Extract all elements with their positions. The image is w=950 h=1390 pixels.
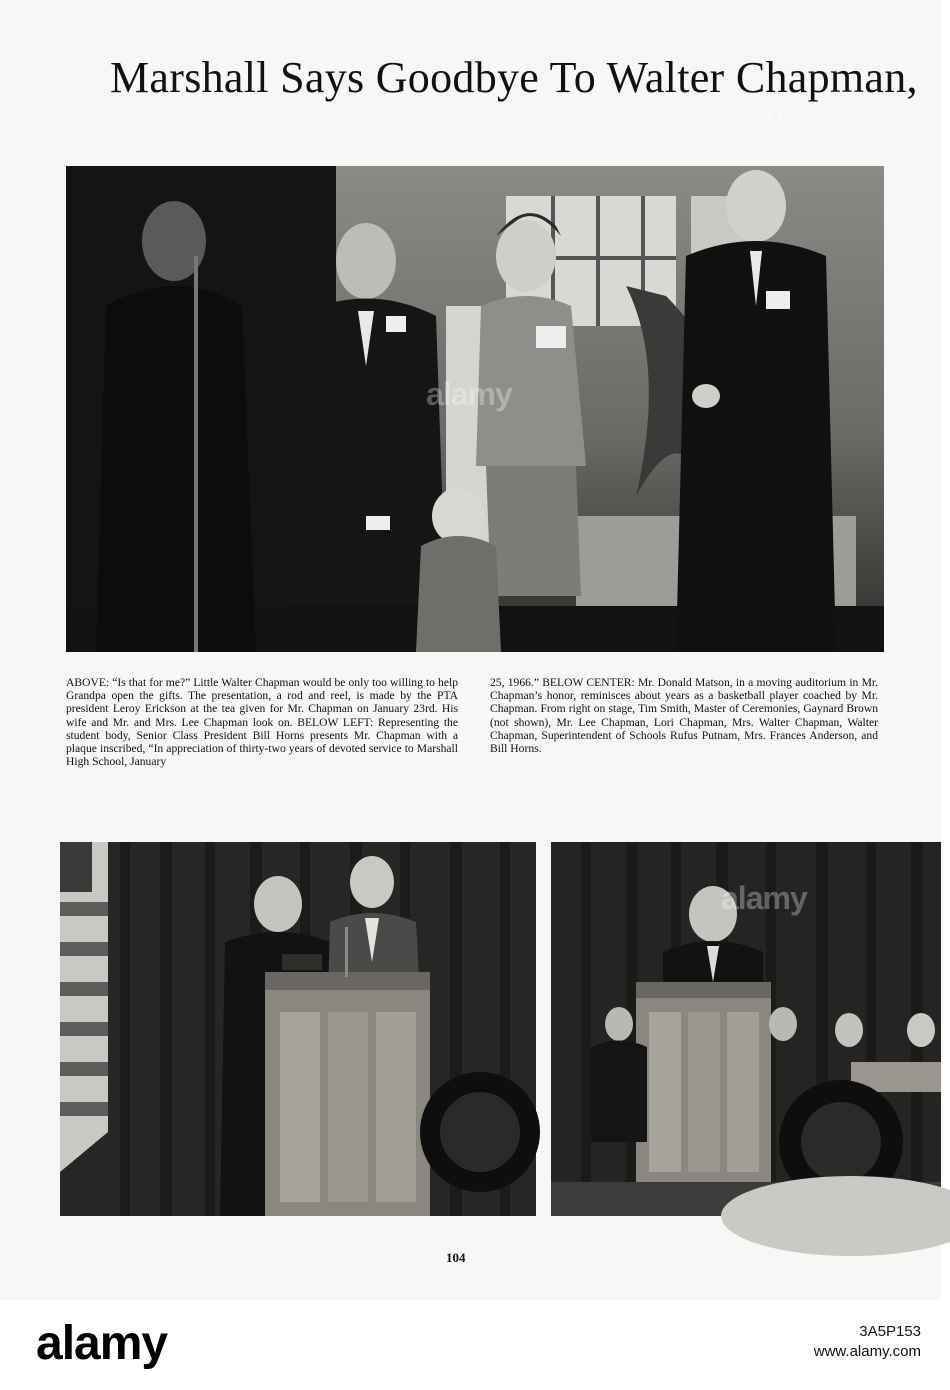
bottom-right-photo-scene	[551, 842, 941, 1216]
seated-guest	[605, 1007, 633, 1041]
top-photo-scene	[66, 166, 884, 652]
caption-right: 25, 1966.” BELOW CENTER: Mr. Donald Matson, in a moving auditorium in Mr. Chapman’s honor, reminisces about years as a basketball player coached by Mr. Chapman. From right on stage, Tim Smith, Master of Ceremonies, Gaynard Brown (not shown), Mr. Lee Chapman, Lori Chapman, Mrs. Walter Chapman, Walter Chapman, Superintendent of Schools Rufus Putnam, Mrs. Frances Anderson, and Bill Horns.	[490, 676, 878, 756]
person-mrs-chapman	[496, 220, 556, 292]
page-title: Marshall Says Goodbye To Walter Chapman,	[110, 53, 918, 102]
bottom-right-photo	[551, 842, 941, 1216]
person-lee-chapman	[726, 170, 786, 242]
watermark-bottom-right: alamy	[721, 880, 807, 916]
microphone-stand	[194, 256, 198, 652]
page-number: 104	[446, 1250, 466, 1265]
caption-left: ABOVE: “Is that for me?” Little Walter Chapman would be only too willing to help Grandpa open the gifts. The presentation, a rod and reel, is made by the PTA president Leroy Erickson at the tea given for Mr. Chapman on January 23rd. His wife and Mr. and Mrs. Lee Chapman look on. BELOW LEFT: Representing the student body, Senior Class President Bill Horns presents Mr. Chapman with a plaque inscribed, “In appreciation of thirty-two years of devoted service to Marshall High School, January	[66, 676, 458, 769]
watermark-top: alamy	[714, 96, 800, 132]
alamy-logo: alamy	[36, 1317, 168, 1370]
microphone	[345, 927, 348, 977]
person-child	[432, 488, 484, 544]
person-bill-horns	[350, 856, 394, 908]
top-photo	[66, 96, 884, 652]
watermark-top-center: alamy	[426, 376, 512, 412]
stock-footer	[0, 1300, 941, 1390]
plaque	[282, 954, 322, 970]
person-donald-matson	[689, 886, 737, 942]
image-id-block	[814, 1322, 921, 1362]
person-erickson	[336, 223, 396, 299]
image-id: 3A5P153	[859, 1323, 921, 1340]
person-mr-chapman	[254, 876, 302, 932]
bottom-left-photo-scene	[60, 842, 536, 1216]
bottom-left-photo	[60, 842, 536, 1216]
gift-card	[366, 516, 390, 530]
footer-url: www.alamy.com	[813, 1343, 921, 1360]
